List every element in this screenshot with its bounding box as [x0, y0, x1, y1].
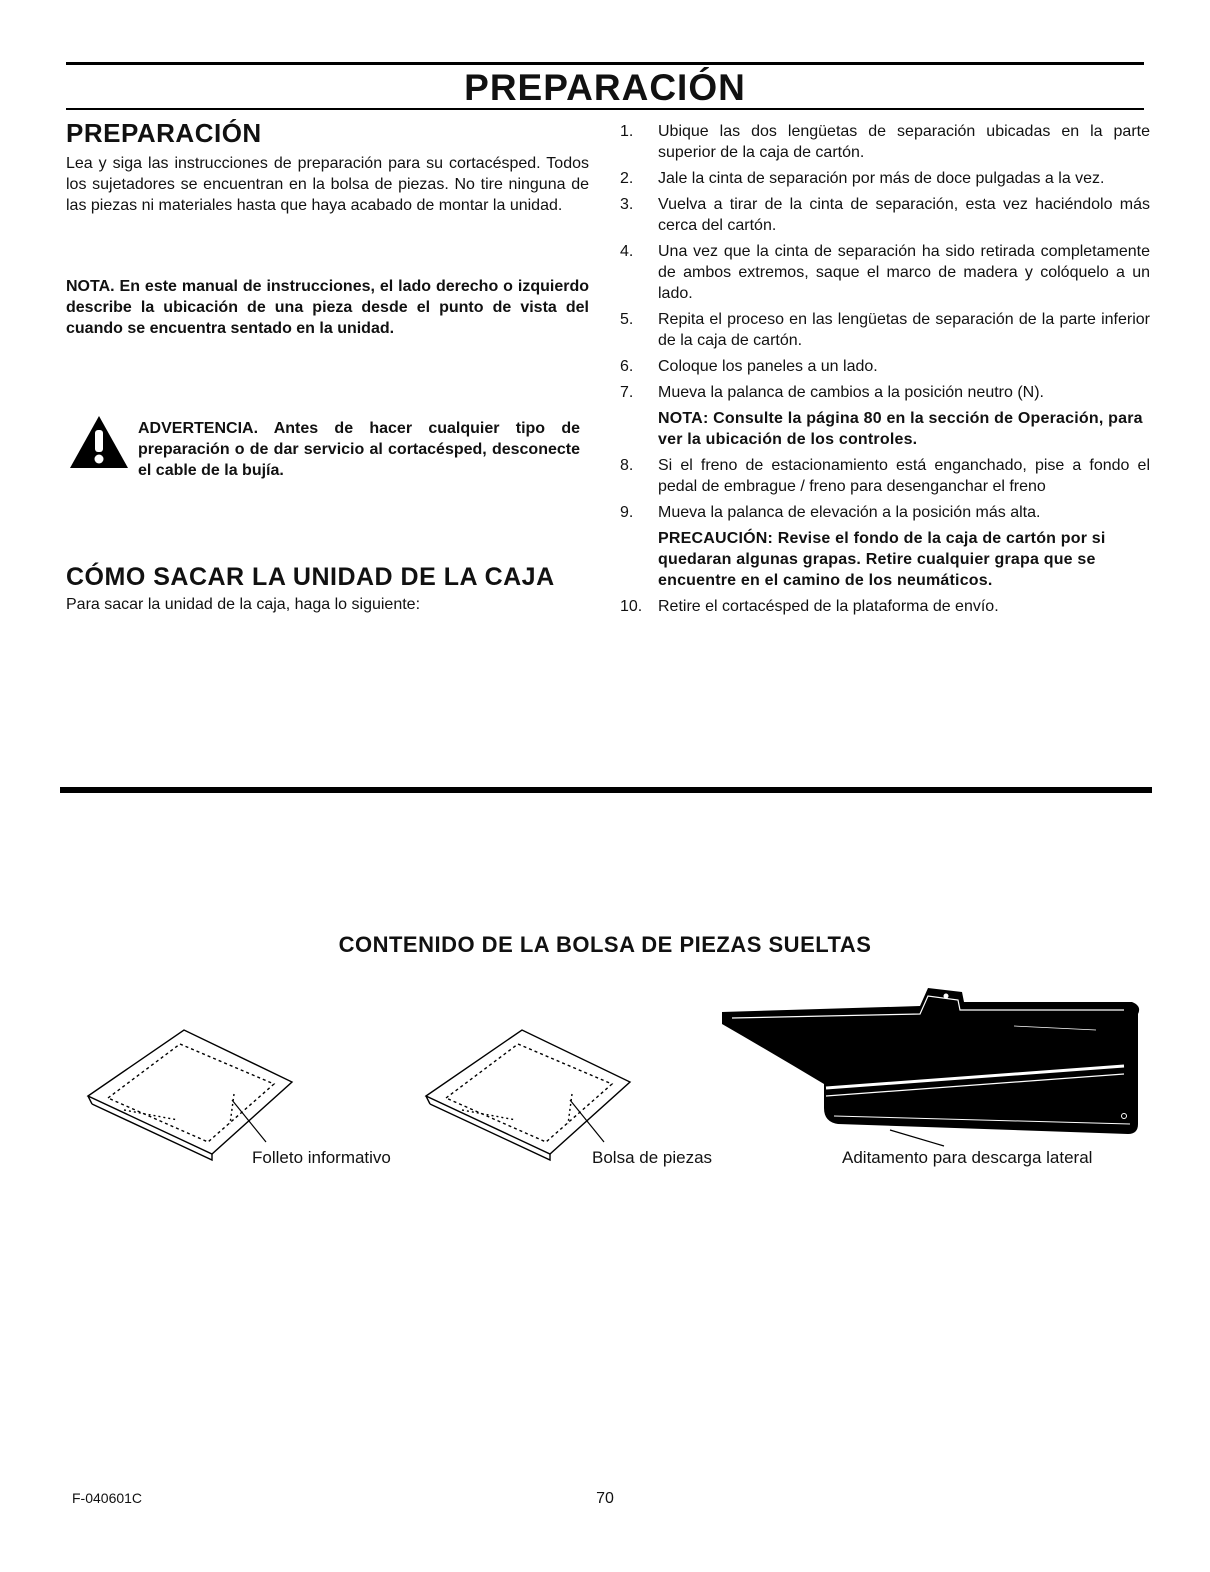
list-item: 10. Retire el cortacésped de la plataforma de envío.: [620, 598, 999, 615]
list-item: 3. Vuelva a tirar de la cinta de separación, esta vez haciéndolo más cerca del cartón.: [620, 196, 1150, 234]
section-heading-unbox: CÓMO SACAR LA UNIDAD DE LA CAJA: [66, 563, 555, 591]
section-heading-preparacion: PREPARACIÓN: [66, 118, 262, 148]
leader-line: [568, 1098, 608, 1146]
list-item: 2. Jale la cinta de separación por más de doce pulgadas a la vez.: [620, 170, 1105, 187]
step-caution: PRECAUCIÓN: Revise el fondo de la caja de cartón por si quedaran algunas grapas. Retire cualquier grapa que se encuentre en el camino de los neumáticos.: [658, 530, 1106, 589]
title-rule: [66, 108, 1144, 110]
unbox-steps-list: [620, 121, 1150, 622]
list-item: 9. Mueva la palanca de elevación a la posición más alta.: [620, 504, 1041, 521]
manual-illustration: [84, 1024, 314, 1164]
page-title: PREPARACIÓN: [464, 67, 746, 108]
unbox-intro: Para sacar la unidad de la caja, haga lo siguiente:: [66, 596, 421, 613]
footer-code: F-040601C: [72, 1490, 143, 1506]
part-label-side-discharge: Aditamento para descarga lateral: [842, 1148, 1093, 1167]
list-item: 6. Coloque los paneles a un lado.: [620, 358, 878, 375]
step-note: NOTA: Consulte la página 80 en la sección de Operación, para ver la ubicación de los controles.: [658, 410, 1143, 448]
warning-icon: [68, 414, 130, 470]
intro-paragraph: Lea y siga las instrucciones de preparación para su cortacésped. Todos los sujetadores se encuentran en la bolsa de piezas. No tire ninguna de las piezas ni materiales hasta que haya acabado de montar la unidad.: [66, 155, 589, 214]
part-label-parts-bag: Bolsa de piezas: [592, 1148, 713, 1167]
page-number: 70: [596, 1490, 614, 1507]
top-rule: [66, 62, 1144, 65]
leader-line: [888, 1128, 948, 1148]
list-item: 1. Ubique las dos lengüetas de separación ubicadas en la parte superior de la caja de cartón.: [620, 123, 1150, 161]
list-item: 5. Repita el proceso en las lengüetas de separación de la parte inferior de la caja de cartón.: [620, 311, 1150, 349]
list-item: 8. Si el freno de estacionamiento está enganchado, pise a fondo el pedal de embrague / freno para desenganchar el freno: [620, 457, 1150, 495]
parts-heading: CONTENIDO DE LA BOLSA DE PIEZAS SUELTAS: [338, 932, 872, 957]
side-discharge-chute-illustration: [714, 984, 1144, 1144]
part-label-manual: Folleto informativo: [252, 1148, 391, 1167]
section-divider: [60, 787, 1152, 793]
note-paragraph: NOTA. En este manual de instrucciones, el lado derecho o izquierdo describe la ubicación de una pieza desde el punto de vista del cuando se encuentra sentado en la unidad.: [66, 278, 589, 337]
leader-line: [230, 1098, 270, 1146]
list-item: 4. Una vez que la cinta de separación ha sido retirada completamente de ambos extremos, saque el marco de madera y colóquelo a un lado.: [620, 243, 1150, 302]
parts-bag-illustration: [422, 1024, 652, 1164]
warning-paragraph: ADVERTENCIA. Antes de hacer cualquier tipo de preparación o de dar servicio al cortacésped, desconecte el cable de la bujía.: [138, 420, 580, 479]
list-item: 7. Mueva la palanca de cambios a la posición neutro (N).: [620, 384, 1044, 401]
